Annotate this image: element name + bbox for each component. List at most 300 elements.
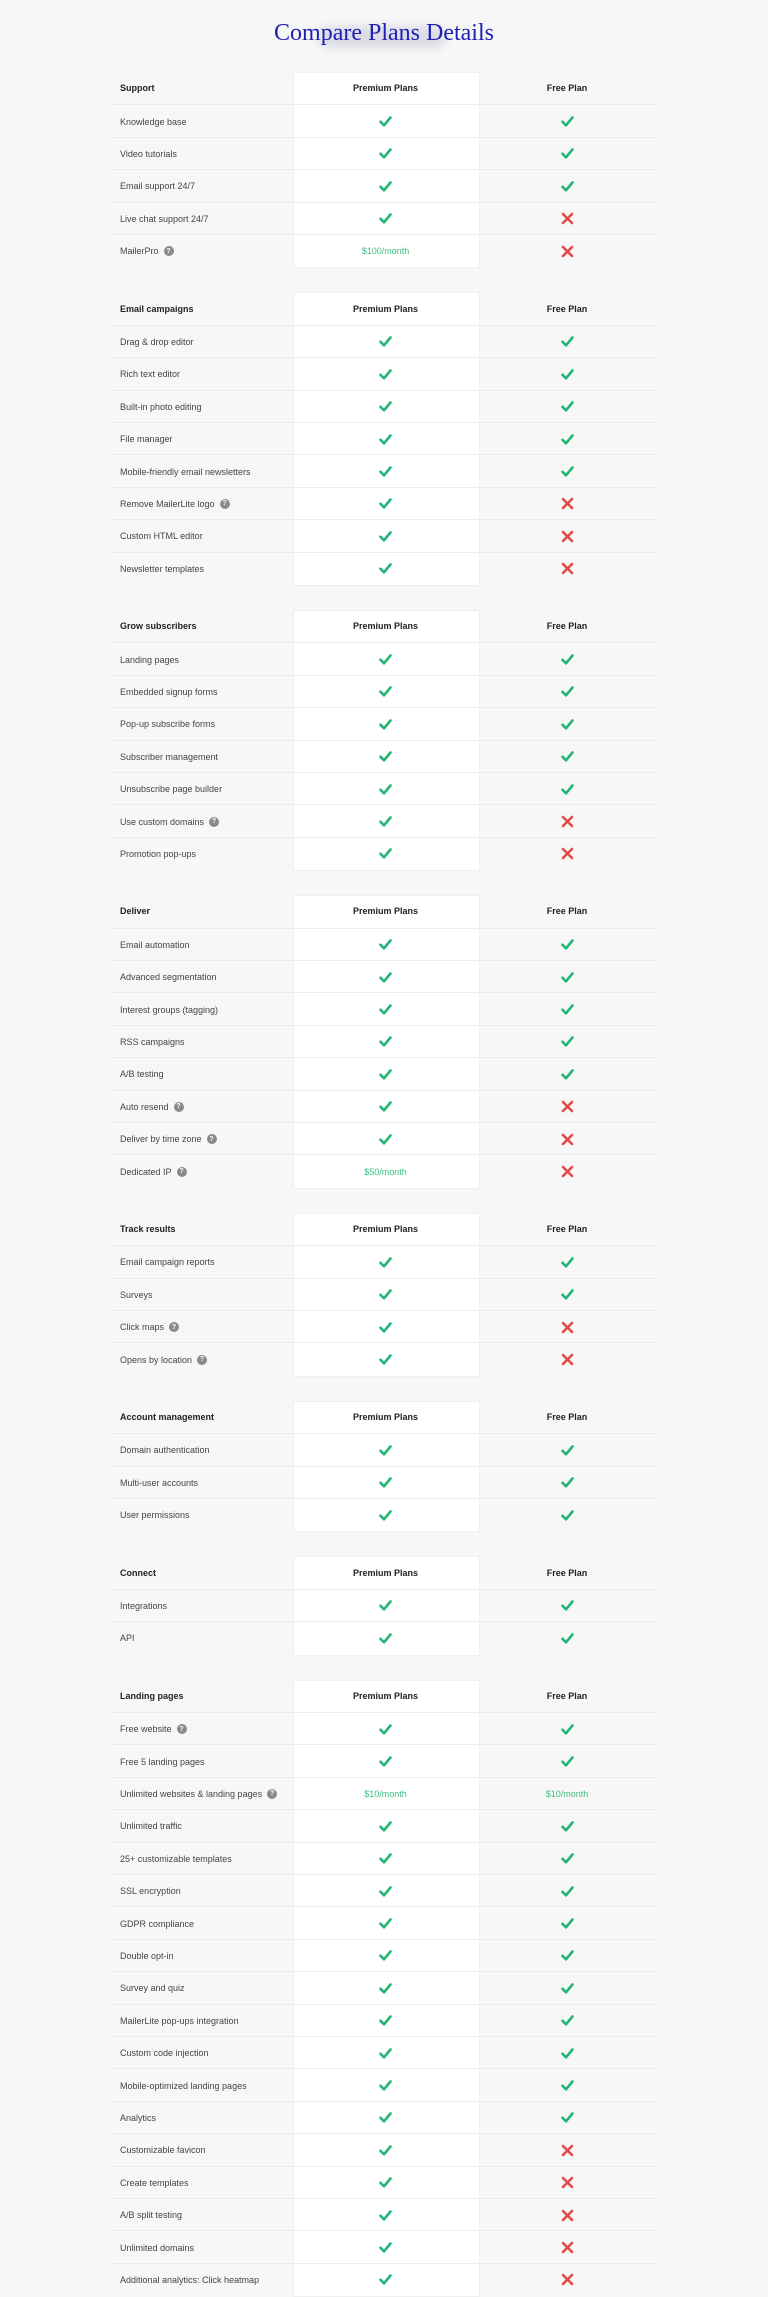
free-price [478, 1778, 656, 1810]
check-icon [379, 1755, 392, 1768]
check-icon [379, 1321, 392, 1334]
feature-cell [120, 235, 174, 267]
free-column-header: Free Plan [546, 303, 588, 314]
table-row [112, 104, 656, 137]
feature-cell [120, 1778, 277, 1810]
feature-label: Customizable favicon [120, 2145, 206, 2156]
feature-label: Free 5 landing pages [120, 1756, 205, 1767]
section-title: Account management [120, 1411, 215, 1422]
table-row [112, 454, 656, 487]
feature-cell [120, 1590, 167, 1622]
premium-check [293, 805, 478, 837]
free-check [478, 1026, 656, 1058]
feature-label: Custom code injection [120, 2048, 209, 2059]
cross-icon [561, 562, 574, 575]
cross-icon [561, 2144, 574, 2157]
table-row [112, 1154, 656, 1187]
feature-label: API [120, 1633, 135, 1644]
free-check [478, 741, 656, 773]
check-icon [379, 497, 392, 510]
feature-cell [120, 326, 194, 358]
premium-check [293, 1745, 478, 1777]
check-icon [561, 1949, 574, 1962]
premium-column-header: Premium Plans [352, 1567, 419, 1578]
premium-check [293, 2264, 478, 2296]
free-check [478, 1434, 656, 1466]
cross-icon [561, 1321, 574, 1334]
feature-label: Email campaign reports [120, 1257, 215, 1268]
help-icon[interactable]: ? [207, 1134, 217, 1144]
check-icon [379, 115, 392, 128]
premium-column-header: Premium Plans [352, 906, 419, 917]
free-check [478, 1745, 656, 1777]
table-row [112, 2198, 656, 2231]
table-row [112, 675, 656, 708]
table-row [112, 992, 656, 1025]
check-icon [379, 1444, 392, 1457]
check-icon [379, 1035, 392, 1048]
premium-check [293, 423, 478, 455]
check-icon [379, 1723, 392, 1736]
premium-price [293, 235, 478, 267]
check-icon [561, 2047, 574, 2060]
cross-icon [561, 2241, 574, 2254]
feature-label: Promotion pop-ups [120, 848, 197, 859]
cross-icon [561, 497, 574, 510]
feature-cell [120, 138, 177, 170]
check-icon [379, 465, 392, 478]
free-check [478, 1279, 656, 1311]
check-icon [561, 465, 574, 478]
check-icon [561, 783, 574, 796]
cross-icon [561, 815, 574, 828]
help-icon[interactable]: ? [174, 1102, 184, 1112]
check-icon [379, 971, 392, 984]
free-check [478, 326, 656, 358]
cross-icon [561, 1133, 574, 1146]
table-row [112, 1939, 656, 1972]
free-check [478, 423, 656, 455]
premium-check [293, 1311, 478, 1343]
table-row [112, 1433, 656, 1466]
free-column-header: Free Plan [546, 621, 588, 632]
check-icon [379, 1353, 392, 1366]
check-icon [379, 783, 392, 796]
free-check [478, 1940, 656, 1972]
help-icon[interactable]: ? [177, 1167, 187, 1177]
premium-check [293, 929, 478, 961]
feature-label: Drag & drop editor [120, 336, 194, 347]
check-icon [379, 1256, 392, 1269]
feature-label: Opens by location [120, 1354, 193, 1365]
feature-label: Multi-user accounts [120, 1477, 199, 1488]
check-icon [379, 718, 392, 731]
feature-label: Click maps [120, 1322, 165, 1333]
free-cross [478, 2199, 656, 2231]
section-table [112, 610, 656, 869]
free-check [478, 391, 656, 423]
check-icon [379, 1949, 392, 1962]
free-check [478, 676, 656, 708]
table-row [112, 2263, 656, 2296]
check-icon [379, 1068, 392, 1081]
check-icon [379, 1100, 392, 1113]
cross-icon [561, 530, 574, 543]
table-row [112, 928, 656, 961]
premium-column-header: Premium Plans [352, 303, 419, 314]
check-icon [379, 212, 392, 225]
feature-label: Free website [120, 1724, 172, 1735]
table-row [112, 1842, 656, 1875]
feature-label: Embedded signup forms [120, 686, 218, 697]
premium-check [293, 1343, 478, 1375]
table-row [112, 2230, 656, 2263]
premium-check [293, 1590, 478, 1622]
table-row [112, 1621, 656, 1654]
check-icon [561, 433, 574, 446]
feature-label: Mobile-optimized landing pages [120, 2080, 247, 2091]
check-icon [379, 1852, 392, 1865]
check-icon [561, 1599, 574, 1612]
free-cross [478, 203, 656, 235]
premium-check [293, 358, 478, 390]
premium-check [293, 961, 478, 993]
table-row [112, 1809, 656, 1842]
feature-label: Custom HTML editor [120, 531, 203, 542]
free-cross [478, 1091, 656, 1123]
feature-label: Unsubscribe page builder [120, 784, 223, 795]
free-check [478, 1843, 656, 1875]
check-icon [561, 971, 574, 984]
check-icon [379, 368, 392, 381]
check-icon [379, 1133, 392, 1146]
feature-cell [120, 391, 202, 423]
price-label: $50/month [364, 1166, 407, 1177]
feature-cell [120, 643, 179, 675]
check-icon [379, 2047, 392, 2060]
table-row [112, 1498, 656, 1531]
help-icon[interactable]: ? [169, 1322, 179, 1332]
section-header-row [112, 1213, 656, 1245]
check-icon [379, 1509, 392, 1522]
premium-check [293, 1843, 478, 1875]
check-icon [561, 1288, 574, 1301]
premium-check [293, 2134, 478, 2166]
table-row [112, 519, 656, 552]
feature-cell [120, 2069, 247, 2101]
feature-cell [120, 1155, 187, 1187]
feature-cell [120, 2037, 209, 2069]
free-check [478, 1972, 656, 2004]
free-column-header: Free Plan [546, 83, 588, 94]
feature-cell [120, 708, 215, 740]
feature-cell [120, 1972, 185, 2004]
cross-icon [561, 245, 574, 258]
table-row [112, 740, 656, 773]
premium-check [293, 2069, 478, 2101]
table-row [112, 137, 656, 170]
free-cross [478, 2264, 656, 2296]
feature-label: RSS campaigns [120, 1036, 185, 1047]
feature-cell [120, 2005, 239, 2037]
free-check [478, 1875, 656, 1907]
table-row [112, 2036, 656, 2069]
premium-check [293, 741, 478, 773]
check-icon [379, 2241, 392, 2254]
feature-label: Built-in photo editing [120, 401, 202, 412]
check-icon [561, 180, 574, 193]
section-table [112, 1556, 656, 1653]
feature-label: Advanced segmentation [120, 972, 217, 983]
feature-label: Pop-up subscribe forms [120, 719, 216, 730]
table-row [112, 234, 656, 267]
premium-check [293, 643, 478, 675]
premium-check [293, 1499, 478, 1531]
check-icon [379, 2209, 392, 2222]
free-column-header: Free Plan [546, 1690, 588, 1701]
feature-label: File manager [120, 434, 173, 445]
free-cross [478, 2134, 656, 2166]
free-cross [478, 838, 656, 870]
feature-cell [120, 2167, 189, 2199]
feature-label: Remove MailerLite logo [120, 498, 215, 509]
section-title: Email campaigns [120, 303, 194, 314]
check-icon [561, 653, 574, 666]
table-row [112, 357, 656, 390]
help-icon[interactable]: ? [220, 499, 230, 509]
check-icon [379, 938, 392, 951]
premium-check [293, 391, 478, 423]
free-check [478, 708, 656, 740]
section-header-row [112, 1556, 656, 1588]
premium-check [293, 1467, 478, 1499]
feature-cell [120, 676, 218, 708]
feature-label: Auto resend [120, 1101, 169, 1112]
feature-label: A/B split testing [120, 2210, 183, 2221]
check-icon [561, 750, 574, 763]
premium-check [293, 170, 478, 202]
feature-cell [120, 1279, 153, 1311]
check-icon [379, 653, 392, 666]
free-check [478, 455, 656, 487]
free-cross [478, 1123, 656, 1155]
premium-check [293, 1091, 478, 1123]
free-column-header: Free Plan [546, 906, 588, 917]
feature-cell [120, 520, 203, 552]
free-cross [478, 1343, 656, 1375]
table-row [112, 772, 656, 805]
check-icon [379, 1003, 392, 1016]
feature-label: Unlimited domains [120, 2242, 195, 2253]
check-icon [379, 685, 392, 698]
premium-price [293, 1155, 478, 1187]
premium-check [293, 520, 478, 552]
feature-cell [120, 961, 217, 993]
feature-label: Domain authentication [120, 1445, 210, 1456]
feature-cell [120, 1343, 207, 1375]
help-icon[interactable]: ? [209, 817, 219, 827]
check-icon [379, 1820, 392, 1833]
check-icon [561, 1723, 574, 1736]
premium-check [293, 1246, 478, 1278]
premium-column-header: Premium Plans [352, 1223, 419, 1234]
feature-cell [120, 741, 218, 773]
check-icon [561, 368, 574, 381]
table-row [112, 1971, 656, 2004]
check-icon [379, 815, 392, 828]
premium-check [293, 676, 478, 708]
table-row [112, 2004, 656, 2037]
table-row [112, 390, 656, 423]
help-icon[interactable]: ? [177, 1724, 187, 1734]
table-row [112, 169, 656, 202]
premium-check [293, 1279, 478, 1311]
help-icon[interactable]: ? [197, 1355, 207, 1365]
cross-icon [561, 847, 574, 860]
feature-label: Surveys [120, 1289, 153, 1300]
price-label: $100/month [361, 246, 410, 257]
feature-cell [120, 1058, 164, 1090]
help-icon[interactable]: ? [164, 246, 174, 256]
free-check [478, 1907, 656, 1939]
feature-cell [120, 488, 230, 520]
section-header-row [112, 895, 656, 927]
premium-check [293, 105, 478, 137]
section-header-row [112, 1680, 656, 1712]
feature-label: Subscriber management [120, 751, 219, 762]
feature-label: User permissions [120, 1510, 190, 1521]
free-check [478, 993, 656, 1025]
premium-check [293, 2037, 478, 2069]
premium-column-header: Premium Plans [352, 621, 419, 632]
premium-check [293, 553, 478, 585]
section-header-row [112, 1401, 656, 1433]
free-check [478, 1058, 656, 1090]
table-row [112, 1466, 656, 1499]
free-check [478, 2005, 656, 2037]
check-icon [561, 718, 574, 731]
feature-cell [120, 1467, 198, 1499]
feature-cell [120, 838, 196, 870]
free-cross [478, 1155, 656, 1187]
free-check [478, 1590, 656, 1622]
price-label: $10/month [364, 1788, 407, 1799]
free-check [478, 1810, 656, 1842]
free-cross [478, 553, 656, 585]
check-icon [379, 1885, 392, 1898]
check-icon [561, 1509, 574, 1522]
check-icon [379, 2176, 392, 2189]
feature-label: Additional analytics: Click heatmap [120, 2274, 260, 2285]
section-title: Support [120, 83, 155, 94]
table-row [112, 2101, 656, 2134]
check-icon [379, 1288, 392, 1301]
table-row [112, 1874, 656, 1907]
section-table [112, 292, 656, 584]
table-row [112, 1906, 656, 1939]
premium-check [293, 1434, 478, 1466]
feature-label: SSL encryption [120, 1886, 181, 1897]
free-check [478, 1499, 656, 1531]
premium-check [293, 1123, 478, 1155]
check-icon [379, 1982, 392, 1995]
feature-cell [120, 1875, 181, 1907]
table-row [112, 2166, 656, 2199]
feature-cell [120, 1843, 232, 1875]
table-row [112, 1278, 656, 1311]
section-table [112, 1213, 656, 1375]
check-icon [561, 115, 574, 128]
cross-icon [561, 2209, 574, 2222]
check-icon [561, 335, 574, 348]
check-icon [561, 147, 574, 160]
free-check [478, 929, 656, 961]
feature-cell [120, 1622, 135, 1654]
check-icon [379, 2014, 392, 2027]
check-icon [561, 1632, 574, 1645]
free-check [478, 773, 656, 805]
feature-cell [120, 455, 251, 487]
price-label: $10/month [545, 1788, 589, 1799]
free-check [478, 2069, 656, 2101]
help-icon[interactable]: ? [267, 1789, 277, 1799]
free-column-header: Free Plan [546, 1411, 588, 1422]
section-table [112, 895, 656, 1187]
section-title: Deliver [120, 906, 151, 917]
feature-label: Deliver by time zone [120, 1134, 202, 1145]
cross-icon [561, 1100, 574, 1113]
check-icon [379, 847, 392, 860]
feature-label: Newsletter templates [120, 563, 205, 574]
free-check [478, 643, 656, 675]
feature-label: Interest groups (tagging) [120, 1004, 219, 1015]
cross-icon [561, 2176, 574, 2189]
feature-cell [120, 1499, 190, 1531]
premium-price [293, 1778, 478, 1810]
free-cross [478, 2167, 656, 2199]
feature-cell [120, 1246, 215, 1278]
feature-label: MailerPro [120, 246, 159, 257]
check-icon [561, 1917, 574, 1930]
premium-check [293, 138, 478, 170]
feature-cell [120, 105, 187, 137]
check-icon [561, 2079, 574, 2092]
feature-label: Mobile-friendly email newsletters [120, 466, 251, 477]
check-icon [379, 335, 392, 348]
feature-cell [120, 358, 180, 390]
feature-label: GDPR compliance [120, 1918, 195, 1929]
free-check [478, 961, 656, 993]
check-icon [561, 2111, 574, 2124]
feature-label: Video tutorials [120, 148, 177, 159]
free-column-header: Free Plan [546, 1223, 588, 1234]
cross-icon [561, 1165, 574, 1178]
premium-column-header: Premium Plans [352, 1690, 419, 1701]
check-icon [379, 400, 392, 413]
check-icon [561, 1444, 574, 1457]
feature-cell [120, 1907, 194, 1939]
premium-check [293, 1713, 478, 1745]
premium-check [293, 1972, 478, 2004]
table-row [112, 325, 656, 358]
premium-check [293, 993, 478, 1025]
section-table [112, 1680, 656, 2296]
section-header-row [112, 72, 656, 104]
feature-cell [120, 2264, 259, 2296]
check-icon [379, 750, 392, 763]
table-row [112, 202, 656, 235]
feature-cell [120, 1123, 217, 1155]
